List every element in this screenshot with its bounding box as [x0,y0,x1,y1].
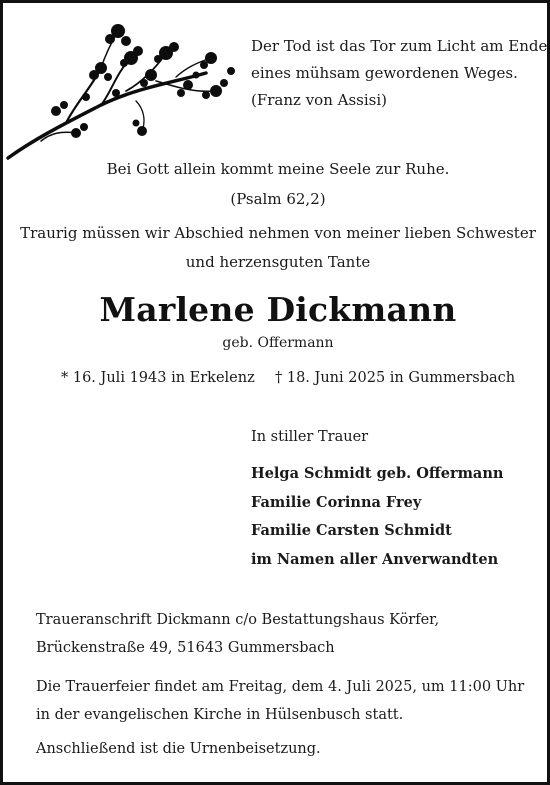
mourner-name: Helga Schmidt geb. Offermann [251,465,504,482]
intro-line: Traurig müssen wir Abschied nehmen von meiner lieben Schwester [20,224,536,242]
intro-text [3,219,550,277]
quote-author: (Franz von Assisi) [251,91,388,109]
address-line: Brückenstraße 49, 51643 Gummersbach [36,640,335,656]
death-date: † 18. Juni 2025 in Gummersbach [275,370,516,386]
birth-name: geb. Offermann [222,335,334,351]
blossom-branch-icon [6,13,246,163]
service-line: Die Trauerfeier findet am Freitag, dem 4. Juli 2025, um 11:00 Uhr [36,679,525,695]
deceased-name: Marlene Dickmann [99,290,457,329]
service-info [36,673,524,729]
mourner-name: Familie Carsten Schmidt [251,522,452,539]
service-line: in der evangelischen Kirche in Hülsenbusch statt. [36,707,404,723]
psalm-reference: (Psalm 62,2) [230,190,326,208]
psalm-block [3,154,550,214]
mourners-list [251,460,503,574]
address-line: Traueranschrift Dickmann c/o Bestattungshaus Körfer, [36,612,440,628]
burial-info: Anschließend ist die Urnenbeisetzung. [36,741,321,757]
quote-line: eines mühsam gewordenen Weges. [251,64,518,82]
mourning-address [36,606,439,662]
quote-line: Der Tod ist das Tor zum Licht am Ende [251,37,548,55]
mourner-name: Familie Corinna Frey [251,493,422,511]
psalm-text: Bei Gott allein kommt meine Seele zur Ruhe. [106,160,450,178]
intro-line: und herzensguten Tante [185,253,371,271]
mourning-heading: In stiller Trauer [251,429,369,445]
mourner-name: im Namen aller Anverwandten [251,550,499,568]
birth-date: * 16. Juli 1943 in Erkelenz [61,370,255,386]
opening-quote [251,33,547,114]
